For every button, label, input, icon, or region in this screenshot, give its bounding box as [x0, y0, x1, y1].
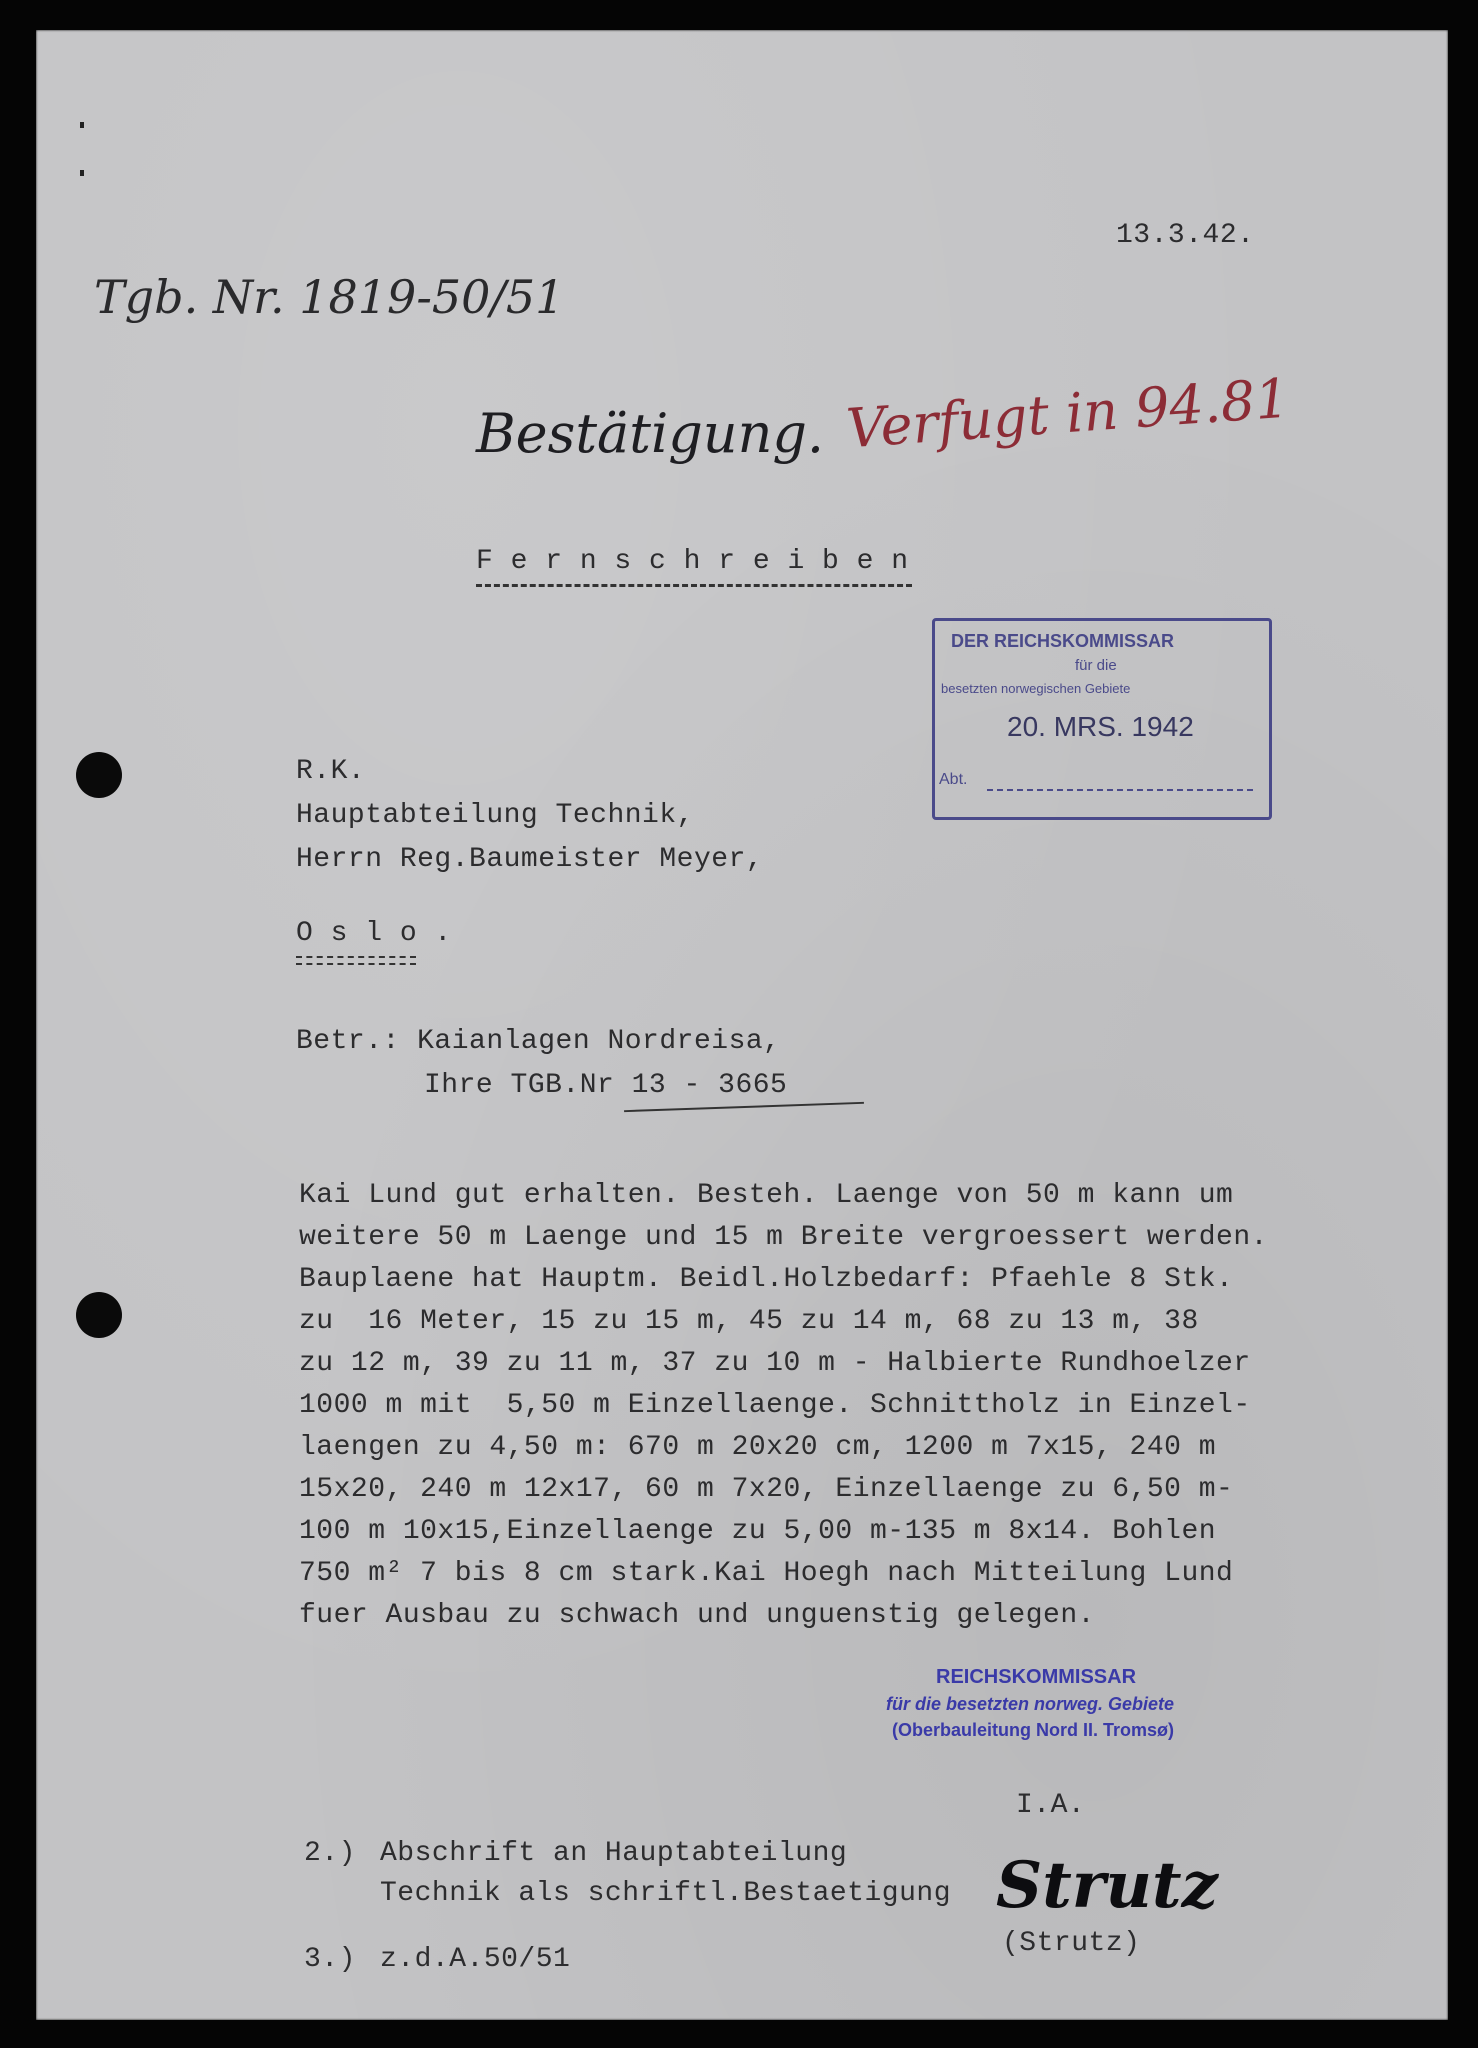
recipient-city: O s l o . [296, 918, 452, 949]
punch-dot [80, 170, 84, 176]
confirmation-title: Bestätigung. [476, 402, 825, 465]
note-2-line-2: Technik als schriftl.Bestaetigung [380, 1878, 951, 1909]
tgb-number: Tgb. Nr. 1819-50/51 [94, 270, 565, 324]
received-stamp [932, 618, 1272, 820]
red-annotation: Verfugt in 94.81 [844, 366, 1292, 461]
note-2-line-1: Abschrift an Hauptabteilung [380, 1838, 848, 1869]
stamp-line-3: besetzten norwegischen Gebiete [941, 681, 1131, 696]
stamp-line-1: DER REICHSKOMMISSAR [951, 631, 1175, 651]
punch-dot [80, 122, 84, 128]
body-line: zu 16 Meter, 15 zu 15 m, 45 zu 14 m, 68 zu 13 m, 38 [299, 1306, 1199, 1337]
note-3-number: 3.) [304, 1944, 356, 1975]
recipient-line-1: R.K. [296, 756, 366, 787]
body-line: fuer Ausbau zu schwach und unguenstig gelegen. [299, 1600, 1095, 1631]
heading-underline [476, 584, 912, 587]
document-page [36, 30, 1448, 2020]
stamp-abt: Abt. [939, 771, 968, 788]
body-line: weitere 50 m Laenge und 15 m Breite vergroessert werden. [299, 1222, 1268, 1253]
stamp-date: 20. MRS. 1942 [1007, 711, 1194, 742]
note-3-text: z.d.A.50/51 [380, 1944, 571, 1975]
body-line: Kai Lund gut erhalten. Besteh. Laenge von 50 m kann um [299, 1180, 1234, 1211]
subject-line-2: Ihre TGB.Nr 13 - 3665 [424, 1070, 788, 1101]
stamp-abt-line [987, 789, 1253, 791]
reference-underline [624, 1102, 864, 1112]
recipient-line-3: Herrn Reg.Baumeister Meyer, [296, 844, 764, 875]
body-line: 100 m 10x15,Einzellaenge zu 5,00 m-135 m 8x14. Bohlen [299, 1516, 1217, 1547]
recipient-line-2: Hauptabteilung Technik, [296, 800, 694, 831]
authority-stamp-line-1: REICHSKOMMISSAR [936, 1666, 1137, 1688]
note-2-number: 2.) [304, 1838, 356, 1869]
punch-hole-top [76, 752, 122, 798]
document-date: 13.3.42. [1116, 220, 1255, 251]
signer-name: (Strutz) [1002, 1928, 1141, 1959]
body-line: 15x20, 240 m 12x17, 60 m 7x20, Einzellaenge zu 6,50 m- [299, 1474, 1234, 1505]
authority-stamp-line-3: (Oberbauleitung Nord II. Tromsø) [892, 1720, 1175, 1740]
body-line: 750 m² 7 bis 8 cm stark.Kai Hoegh nach Mitteilung Lund [299, 1558, 1234, 1589]
authority-stamp-line-2: für die besetzten norweg. Gebiete [886, 1694, 1175, 1714]
city-underline [296, 956, 416, 965]
signature: Strutz [996, 1848, 1218, 1923]
body-line: laengen zu 4,50 m: 670 m 20x20 cm, 1200 m 7x15, 240 m [299, 1432, 1217, 1463]
punch-hole-bottom [76, 1292, 122, 1338]
body-line: zu 12 m, 39 zu 11 m, 37 zu 10 m - Halbierte Rundhoelzer [299, 1348, 1251, 1379]
body-line: Bauplaene hat Hauptm. Beidl.Holzbedarf: Pfaehle 8 Stk. [299, 1264, 1234, 1295]
telegram-heading: F e r n s c h r e i b e n [476, 546, 909, 577]
ia-label: I.A. [1016, 1790, 1086, 1821]
stamp-line-2: für die [1075, 657, 1117, 674]
body-line: 1000 m mit 5,50 m Einzellaenge. Schnittholz in Einzel- [299, 1390, 1251, 1421]
subject-line-1: Betr.: Kaianlagen Nordreisa, [296, 1026, 781, 1057]
